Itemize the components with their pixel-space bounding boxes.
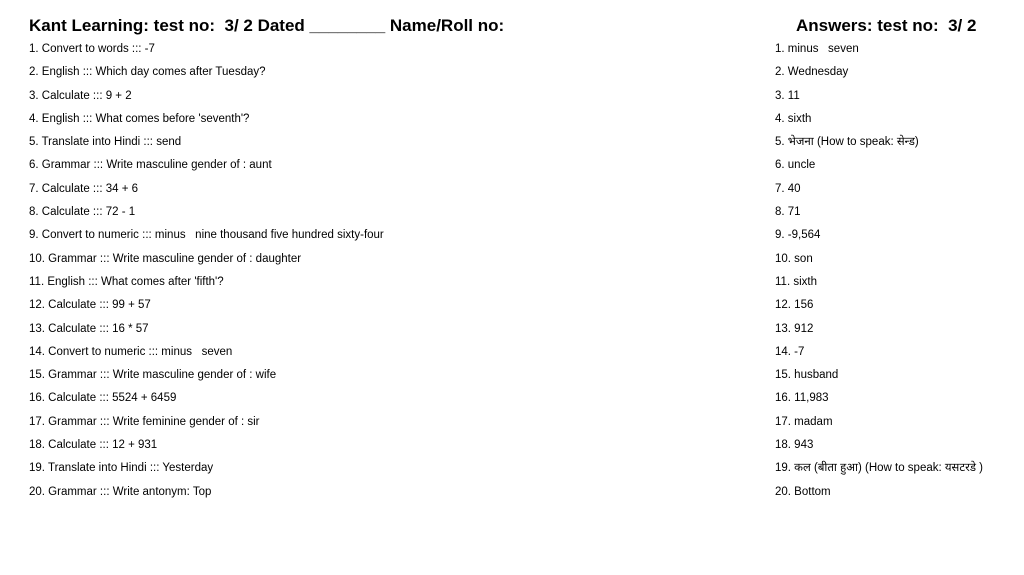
answer-item: 14. -7 <box>775 345 805 358</box>
question-item: 1. Convert to words ::: -7 <box>29 43 155 55</box>
answers-list <box>775 42 985 508</box>
answer-item: 5. भेजना (How to speak: सेन्ड) <box>775 136 919 149</box>
questions-list <box>29 42 749 508</box>
answer-item: 4. sixth <box>775 112 812 125</box>
question-item: 19. Translate into Hindi ::: Yesterday <box>29 462 214 475</box>
answer-item: 15. husband <box>775 369 839 382</box>
question-item: 4. English ::: What comes before 'seventh'? <box>29 112 250 125</box>
question-item: 15. Grammar ::: Write masculine gender of : wife <box>29 369 277 382</box>
answer-item: 1. minus seven <box>775 43 859 55</box>
question-item: 12. Calculate ::: 99 + 57 <box>29 299 151 312</box>
question-item: 14. Convert to numeric ::: minus seven <box>29 345 233 358</box>
question-item: 16. Calculate ::: 5524 + 6459 <box>29 392 177 405</box>
question-item: 20. Grammar ::: Write antonym: Top <box>29 485 212 498</box>
question-item: 18. Calculate ::: 12 + 931 <box>29 439 158 452</box>
answer-item: 12. 156 <box>775 299 814 312</box>
question-item: 2. English ::: Which day comes after Tuesday? <box>29 66 266 79</box>
answer-item: 19. कल (बीता हुआ) (How to speak: यसटरडे ) <box>775 462 984 475</box>
answer-item: 16. 11,983 <box>775 392 829 405</box>
answer-item: 17. madam <box>775 415 833 428</box>
question-item: 8. Calculate ::: 72 - 1 <box>29 206 136 219</box>
test-title: Kant Learning: test no: 3/ 2 Dated ________ Name/Roll no: <box>29 16 505 35</box>
answer-item: 20. Bottom <box>775 485 831 498</box>
answer-item: 13. 912 <box>775 322 814 335</box>
question-item: 17. Grammar ::: Write feminine gender of : sir <box>29 415 260 428</box>
question-item: 10. Grammar ::: Write masculine gender of : daughter <box>29 252 302 265</box>
question-item: 6. Grammar ::: Write masculine gender of : aunt <box>29 159 272 172</box>
answer-item: 7. 40 <box>775 182 801 195</box>
question-item: 3. Calculate ::: 9 + 2 <box>29 89 132 102</box>
answer-item: 11. sixth <box>775 275 817 288</box>
question-item: 7. Calculate ::: 34 + 6 <box>29 182 138 195</box>
answer-item: 3. 11 <box>775 89 800 102</box>
answer-item: 18. 943 <box>775 439 814 452</box>
question-item: 9. Convert to numeric ::: minus nine thousand five hundred sixty-four <box>29 229 384 242</box>
question-item: 13. Calculate ::: 16 * 57 <box>29 322 149 335</box>
answers-title: Answers: test no: 3/ 2 <box>796 16 977 35</box>
answer-item: 9. -9,564 <box>775 229 821 242</box>
answer-item: 10. son <box>775 252 813 265</box>
answer-item: 6. uncle <box>775 159 816 172</box>
answer-item: 8. 71 <box>775 206 801 219</box>
question-item: 5. Translate into Hindi ::: send <box>29 136 182 149</box>
question-item: 11. English ::: What comes after 'fifth'? <box>29 275 224 288</box>
answer-item: 2. Wednesday <box>775 66 849 79</box>
